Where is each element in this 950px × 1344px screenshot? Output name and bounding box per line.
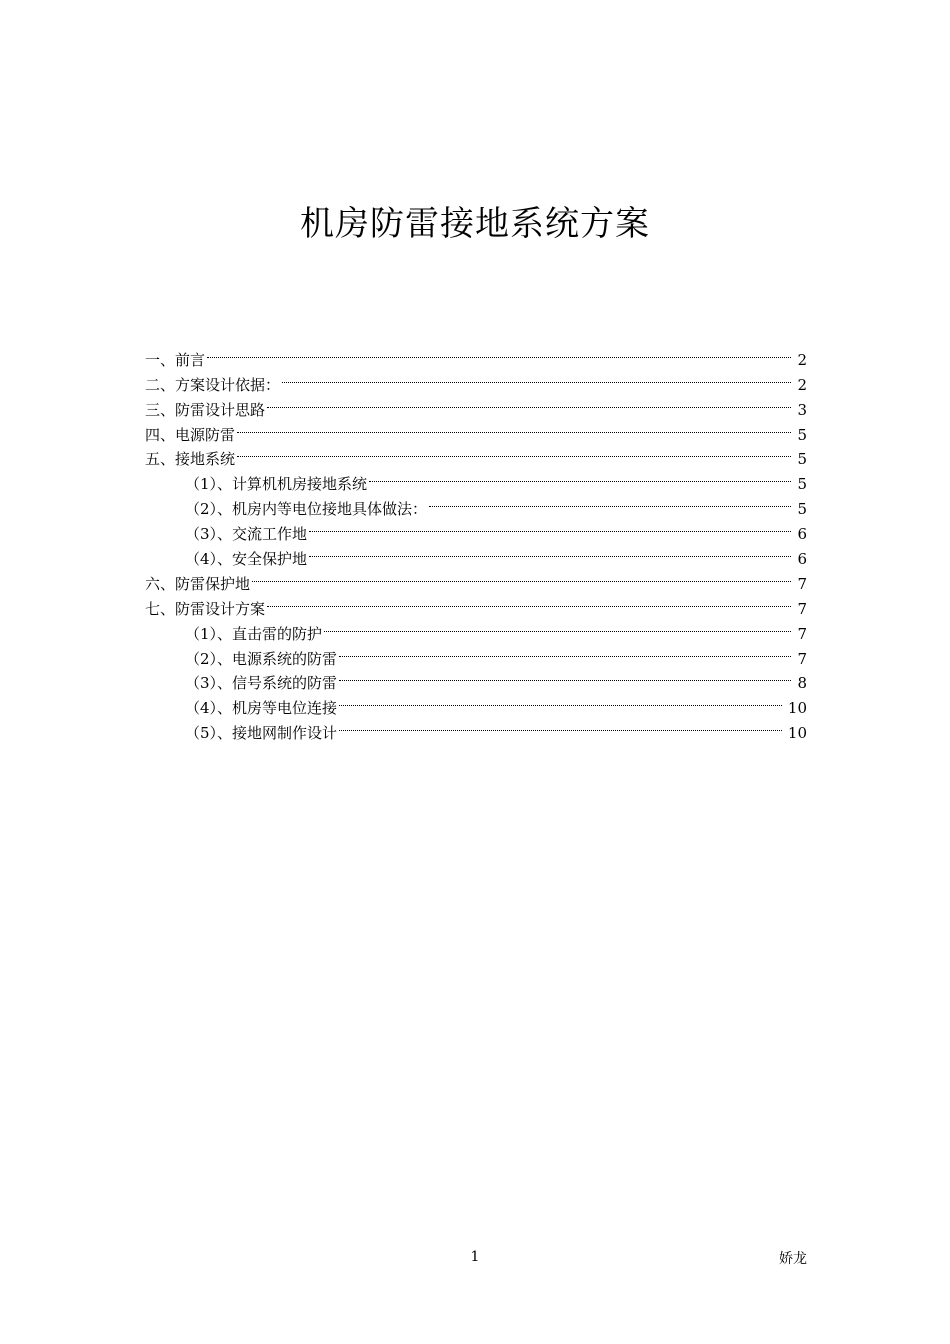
toc-dot-leader xyxy=(282,365,791,390)
toc-dot-leader xyxy=(324,614,791,639)
toc-dot-leader xyxy=(339,688,782,713)
toc-entry-page: 5 xyxy=(797,425,807,444)
toc-entry-label: （3）、信号系统的防雷 xyxy=(185,674,338,693)
footer-author: 娇龙 xyxy=(779,1251,807,1267)
toc-entry-page: 6 xyxy=(797,550,807,569)
toc-entry-page: 6 xyxy=(797,525,807,544)
toc-entry-label: （1）、计算机机房接地系统 xyxy=(185,475,368,494)
toc-entry-label: 四、电源防雷 xyxy=(145,425,236,444)
table-of-contents xyxy=(145,340,807,743)
toc-entry-label: 二、方案设计依据： xyxy=(145,375,281,394)
toc-entry-page: 7 xyxy=(797,574,807,593)
toc-entry-page: 8 xyxy=(797,674,807,693)
toc-entry-label: 五、接地系统 xyxy=(145,450,236,469)
toc-entry-page: 5 xyxy=(797,500,807,519)
toc-entry-page: 7 xyxy=(797,599,807,618)
toc-entry[interactable] xyxy=(145,415,807,444)
toc-entry[interactable] xyxy=(145,340,807,369)
toc-entry-page: 10 xyxy=(787,699,807,718)
toc-entry[interactable] xyxy=(145,365,807,394)
toc-entry-label: （5）、接地网制作设计 xyxy=(185,724,338,743)
toc-entry-label: （2）、机房内等电位接地具体做法： xyxy=(185,500,428,519)
toc-entry-page: 7 xyxy=(797,649,807,668)
toc-entry-label: （2）、电源系统的防雷 xyxy=(185,649,338,668)
toc-dot-leader xyxy=(339,664,791,689)
toc-entry-page: 3 xyxy=(797,400,807,419)
toc-dot-leader xyxy=(237,440,791,465)
toc-entry-page: 7 xyxy=(797,624,807,643)
toc-entry-label: （3）、交流工作地 xyxy=(185,525,308,544)
toc-dot-leader xyxy=(267,390,791,415)
page-number: 1 xyxy=(470,1249,480,1265)
toc-entry-label: 六、防雷保护地 xyxy=(145,574,251,593)
toc-entry-page: 2 xyxy=(797,350,807,369)
toc-entry-label: （4）、安全保护地 xyxy=(185,550,308,569)
toc-dot-leader xyxy=(309,539,791,564)
toc-dot-leader xyxy=(207,340,791,365)
toc-subentry[interactable] xyxy=(145,464,807,494)
toc-dot-leader xyxy=(237,415,791,440)
toc-entry-label: （4）、机房等电位连接 xyxy=(185,699,338,718)
toc-dot-leader xyxy=(429,489,791,514)
toc-entry-page: 10 xyxy=(787,724,807,743)
toc-dot-leader xyxy=(369,464,791,489)
toc-entry-label: 一、前言 xyxy=(145,350,206,369)
toc-dot-leader xyxy=(267,589,791,614)
toc-dot-leader xyxy=(339,713,782,738)
document-title: 机房防雷接地系统方案 xyxy=(300,204,650,244)
toc-entry-page: 2 xyxy=(797,375,807,394)
toc-dot-leader xyxy=(339,639,791,664)
toc-entry-label: （1）、直击雷的防护 xyxy=(185,624,323,643)
toc-dot-leader xyxy=(309,514,791,539)
toc-entry-page: 5 xyxy=(797,450,807,469)
toc-entry-label: 七、防雷设计方案 xyxy=(145,599,266,618)
toc-entry[interactable] xyxy=(145,440,807,469)
toc-entry-page: 5 xyxy=(797,475,807,494)
toc-entry-label: 三、防雷设计思路 xyxy=(145,400,266,419)
toc-dot-leader xyxy=(252,564,791,589)
